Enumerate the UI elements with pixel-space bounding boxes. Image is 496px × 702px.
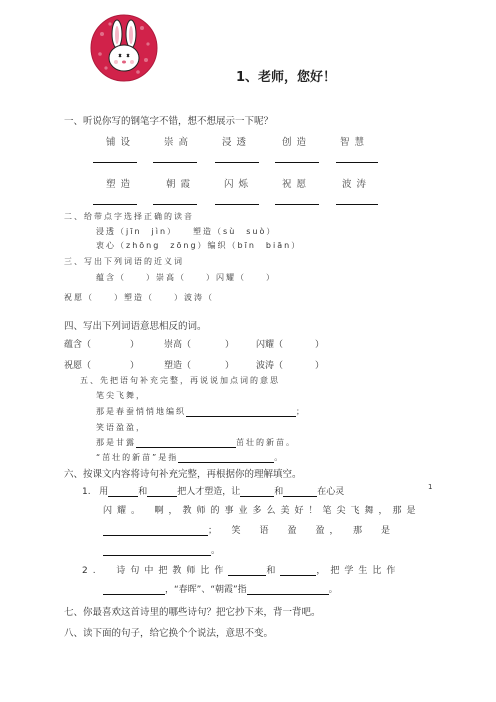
q5-line — [96, 452, 284, 463]
q4-word: 塑造（ — [164, 361, 192, 371]
q1-word: 朝霞 — [166, 179, 196, 190]
answer-blank[interactable] — [93, 162, 137, 163]
q4-word: 崇高（ — [164, 340, 192, 350]
answer-blank[interactable] — [147, 487, 177, 497]
q6-text: 。 — [328, 585, 338, 595]
q4-heading: 四、写出下列词语意思相反的词。 — [64, 321, 207, 332]
q3-line: 祝愿（ ）塑造（ ）波涛（ — [64, 293, 214, 302]
q6-text: 和 — [266, 566, 281, 576]
q4-paren: ） — [130, 340, 140, 350]
q1-word: 创造 — [282, 137, 312, 148]
q6-item2-line2 — [103, 582, 338, 595]
q1-word: 塑造 — [106, 179, 136, 190]
q1-word: 闪烁 — [224, 179, 254, 190]
q6-text: 。 — [211, 546, 221, 556]
answer-blank[interactable] — [275, 162, 319, 163]
q1-word: 崇高 — [164, 137, 194, 148]
answer-blank[interactable] — [228, 566, 266, 576]
answer-blank[interactable] — [153, 162, 197, 163]
q1-heading: 一、听说你写的钢笔字不错，想不想展示一下呢？ — [64, 116, 274, 127]
q1-word: 波涛 — [342, 179, 372, 190]
answer-blank[interactable] — [247, 585, 329, 595]
q4-paren: ） — [315, 340, 325, 350]
q1-word: 浸透 — [222, 137, 252, 148]
answer-blank[interactable] — [178, 453, 274, 463]
q7-heading: 七、你最喜欢这首诗里的哪些诗句？把它抄下来，背一背吧。 — [64, 607, 321, 618]
answer-blank[interactable] — [336, 204, 378, 205]
q4-paren: ） — [225, 361, 235, 371]
q5-text: ； — [296, 407, 306, 416]
q6-num: 1. — [82, 487, 91, 497]
q2-line: 衷心（zhōng zōng）编织（bīn biān） — [96, 241, 302, 250]
answer-blank[interactable] — [336, 162, 378, 163]
q2-heading: 二、给带点字选择正确的读音 — [64, 212, 194, 221]
q6-text: ； 笑 语 盈 盈， 那 是 — [208, 526, 396, 536]
q1-word: 祝愿 — [282, 179, 312, 190]
q5-text: 茁壮的新苗。 — [236, 438, 296, 447]
q6-num: 2. — [82, 566, 101, 576]
q4-paren: ） — [225, 340, 235, 350]
q5-text: 。 — [274, 453, 285, 462]
q6-text: 诗句中把教师比作 — [116, 566, 229, 576]
q6-item1-line1 — [82, 484, 344, 497]
q5-text: 那是甘露 — [96, 438, 136, 447]
q6-text: 把人才塑造，让 — [177, 487, 241, 497]
q6-item1-line4 — [103, 543, 220, 556]
q6-text: 和 — [274, 487, 284, 497]
q4-paren: ） — [315, 361, 325, 371]
answer-blank[interactable] — [240, 487, 274, 497]
q4-word: 波涛（ — [256, 361, 284, 371]
q5-line — [96, 437, 296, 448]
q1-word: 铺设 — [106, 137, 136, 148]
q3-heading: 三、写出下列词语的近义词 — [64, 257, 184, 266]
answer-blank[interactable] — [108, 487, 138, 497]
page-title: 1、老师，您好！ — [236, 70, 337, 85]
answer-blank[interactable] — [283, 487, 317, 497]
q5-line — [96, 406, 306, 417]
answer-blank[interactable] — [280, 566, 316, 576]
q4-word: 蕴含（ — [64, 340, 92, 350]
answer-blank[interactable] — [103, 546, 211, 556]
q5-line: 笑语盈盈， — [96, 423, 146, 432]
q5-heading: 五、先把语句补充完整，再说说加点词的意思 — [80, 376, 280, 385]
answer-blank[interactable] — [93, 204, 137, 205]
answer-blank[interactable] — [103, 526, 208, 536]
answer-blank[interactable] — [103, 585, 165, 595]
q5-line: 笔尖飞舞， — [96, 391, 146, 400]
page-mark: 1 — [428, 483, 433, 491]
q6-item1-line2: 闪耀。 啊，教师的事业多么美好！笔尖飞舞，那是 — [103, 506, 421, 516]
q6-text: 用 — [99, 487, 109, 497]
q3-line: 蕴含（ ）崇高（ ）闪耀（ ） — [96, 273, 276, 282]
answer-blank[interactable] — [275, 204, 319, 205]
q6-heading: 六、按课文内容将诗句补充完整，再根据你的理解填空。 — [64, 469, 302, 480]
q6-item1-line3 — [103, 523, 395, 536]
q5-text: “茁壮的新苗”是指 — [96, 453, 179, 462]
answer-blank[interactable] — [215, 162, 259, 163]
answer-blank[interactable] — [153, 204, 197, 205]
q4-word: 祝愿（ — [64, 361, 92, 371]
q1-word: 智慧 — [340, 137, 370, 148]
answer-blank[interactable] — [136, 438, 236, 448]
q6-text: 在心灵 — [317, 487, 345, 497]
q6-text: ，把学生比作 — [316, 566, 401, 576]
rabbit-logo-icon — [90, 14, 158, 82]
answer-blank[interactable] — [215, 204, 259, 205]
q4-paren: ） — [130, 361, 140, 371]
q6-text: ，“春晖”、“朝霞”指 — [165, 585, 247, 595]
answer-blank[interactable] — [186, 407, 296, 417]
q4-word: 闪耀（ — [256, 340, 284, 350]
q6-item2-line1 — [82, 563, 400, 576]
q6-text: 和 — [138, 487, 148, 497]
q8-heading: 八、读下面的句子，给它换个个说法，意思不变。 — [64, 628, 274, 639]
q5-text: 那是春蚕悄悄地编织 — [96, 407, 186, 416]
q2-line: 浸透（jīn jìn） 塑造（sù suò） — [96, 227, 277, 236]
